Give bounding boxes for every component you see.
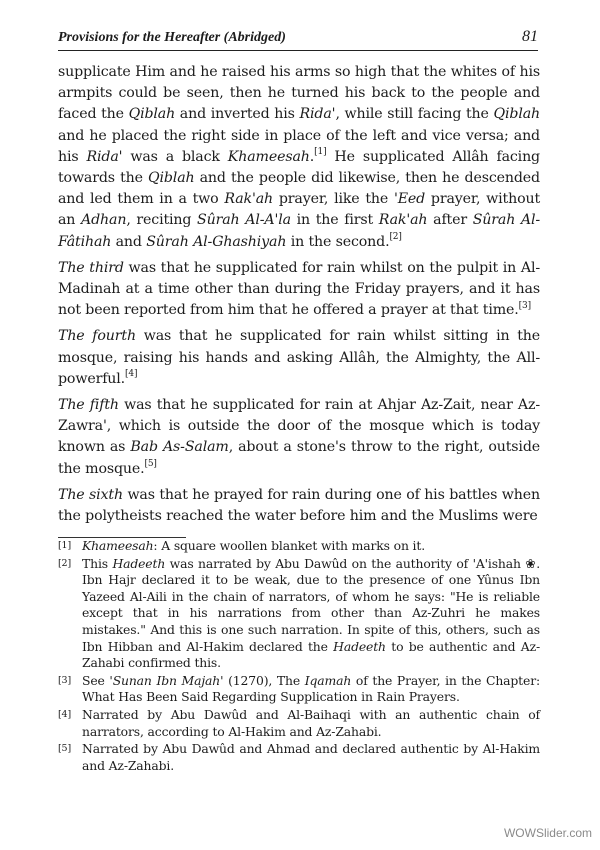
footnotes: [58, 538, 540, 775]
book-title: Provisions for the Hereafter (Abridged): [58, 30, 286, 45]
paragraph-1: supplicate Him and he raised his arms so high that the whites of his armpits could be seen, then he turned his back to the people and faced the Qiblah and inverted his Rida', while still facing the Qiblah and he placed the right side in place of the left and vice versa; and his Rida' was a black Khameesah.[1] He supplicated Allâh facing towards the Qiblah and the people did likewise, then he descended and led them in a two Rak'ah prayer, like the 'Eed prayer, without an Adhan, reciting Sûrah Al-A'la in the first Rak'ah after Sûrah Al-Fâtihah and Sûrah Al-Ghashiyah in the second.[2]: [58, 64, 541, 250]
footnote-ref: [1]: [314, 147, 327, 158]
footnote-ref: [4]: [125, 369, 138, 380]
footnote-3: [3] See 'Sunan Ibn Majah' (1270), The Iqamah of the Prayer, in the Chapter: What Has Been Said Regarding Supplication in Rain Prayers.: [58, 672, 540, 705]
watermark: WOWSlider.com: [503, 826, 592, 840]
footnote-5: [5] Narrated by Abu Dawûd and Ahmad and declared authentic by Al-Hakim and Az-Zahabi.: [58, 741, 540, 773]
page-number: 81: [522, 28, 538, 45]
footnote-1: [1] Khameesah: A square woollen blanket with marks on it.: [58, 538, 425, 553]
main-text: [58, 62, 540, 532]
paragraph-5: The sixth was that he prayed for rain during one of his battles when the polytheists reached the water before him and the Muslims were: [58, 486, 540, 525]
paragraph-2: The third was that he supplicated for rain whilst on the pulpit in Al-Madinah at a time other than during the Friday prayers, and it has not been reported from him that he offered a prayer at that time.[3]: [58, 259, 540, 319]
footnote-2: [2] This Hadeeth was narrated by Abu Dawûd on the authority of 'A'ishah ❀. Ibn Hajr declared it to be weak, due to the presence of one Yûnus Ibn Yazeed Al-Aili in the chain of narrators, of whom he says: "He is reliable except that in his narrations from other than Az-Zuhri he makes mistakes." And this is one such narration. In spite of this, others, such as Ibn Hibban and Al-Hakim declared the Hadeeth to be authentic and Az-Zahabi confirmed this.: [58, 555, 541, 671]
paragraph-3: The fourth was that he supplicated for rain whilst sitting in the mosque, raising his hands and asking Allâh, the Almighty, the All-powerful.[4]: [58, 328, 540, 387]
paragraph-4: The fifth was that he supplicated for rain at Ahjar Az-Zait, near Az-Zawra', which is outside the door of the mosque which is today known as Bab As-Salam, about a stone's throw to the right, outside the mosque.[5]: [58, 397, 540, 477]
running-header: [58, 28, 538, 51]
footnote-ref: [5]: [144, 458, 157, 469]
footnote-4: [4] Narrated by Abu Dawûd and Al-Baihaqi with an authentic chain of narrators, according to Al-Hakim and Az-Zahabi.: [58, 706, 540, 739]
footnote-ref: [3]: [518, 300, 531, 311]
footnote-ref: [2]: [389, 231, 402, 242]
